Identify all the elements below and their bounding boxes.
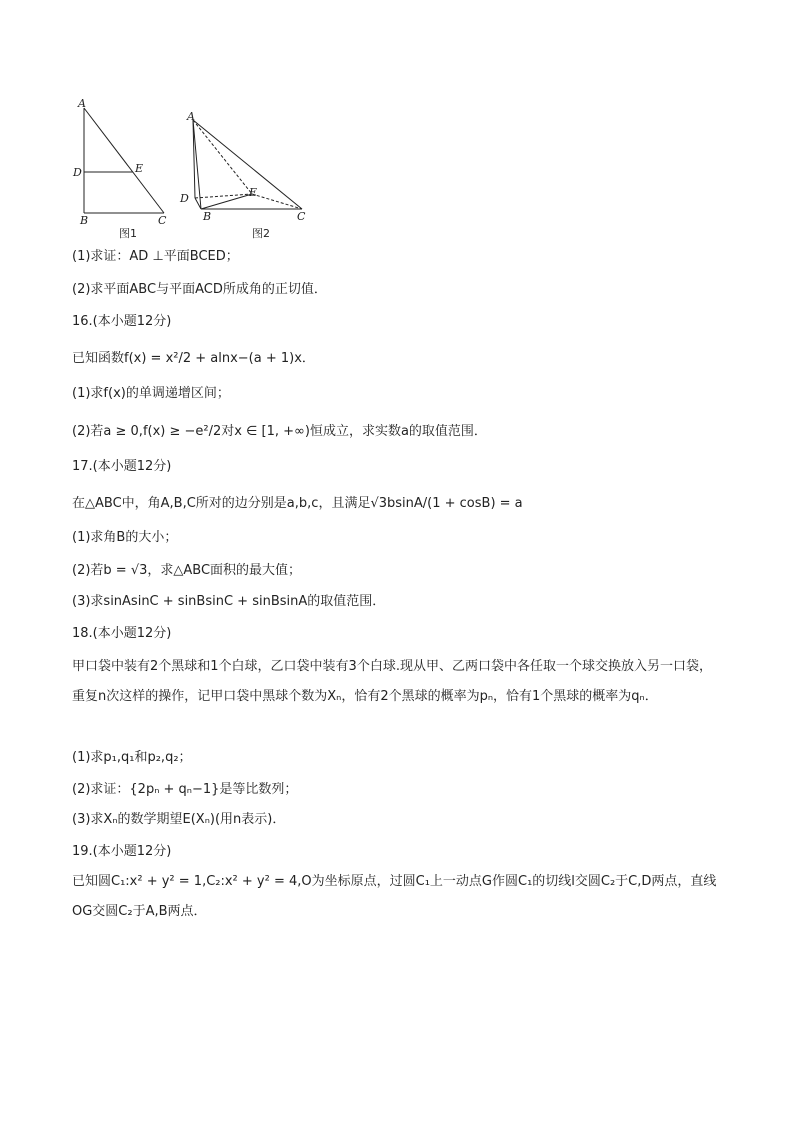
fig2-caption: 图2 <box>252 227 270 240</box>
geometry-figures <box>66 92 326 242</box>
q16-header: 16.(本小题12分) <box>72 314 172 329</box>
fig2-label-e: E <box>249 186 258 199</box>
q17-header: 17.(本小题12分) <box>72 459 172 474</box>
fig1-label-a: A <box>78 97 86 110</box>
fig1-caption: 图1 <box>119 227 137 240</box>
fig2-label-c: C <box>297 210 306 223</box>
fig2-edge-ec <box>252 194 302 209</box>
q17-part3: (3)求sinAsinC + sinBsinC + sinBsinA的取值范围． <box>72 594 386 609</box>
figure-1 <box>84 108 164 213</box>
figure-2 <box>193 120 302 209</box>
figure-1-and-2 <box>66 92 326 242</box>
fig1-label-b: B <box>80 214 89 227</box>
q18-part1: (1)求p₁,q₁和p₂,q₂； <box>72 750 192 765</box>
fig2-label-d: D <box>180 192 189 205</box>
q19-stem: 已知圆C₁:x² + y² = 1,C₂:x² + y² = 4,O为坐标原点，过圆C₁上一动点G作圆C₁的切线l交圆C₂于C,D两点，直线OG交圆C₂于A,B两点． <box>72 874 717 919</box>
q16-part2: (2)若a ≥ 0,f(x) ≥ −e²/2对x ∈ [1, +∞)恒成立，求实数a的取值范围． <box>72 424 487 439</box>
q18-header: 18.(本小题12分) <box>72 626 172 641</box>
fig1-edge-ac <box>84 108 164 213</box>
q18-stem: 甲口袋中装有2个黑球和1个白球，乙口袋中装有3个白球.现从甲、乙两口袋中各任取一个球交换放入另一口袋，重复n次这样的操作，记甲口袋中黑球个数为Xₙ，恰有2个黑球的概率为pₙ，恰有1个黑球的概率为qₙ． <box>72 659 712 704</box>
fig1-label-d: D <box>73 166 82 179</box>
q15-part2: (2)求平面ABC与平面ACD所成角的正切值． <box>72 282 327 297</box>
fig1-label-e: E <box>135 162 144 175</box>
fig2-label-b: B <box>203 210 212 223</box>
q16-part1: (1)求f(x)的单调递增区间； <box>72 386 230 401</box>
fig2-edge-ae <box>193 120 252 194</box>
fig2-label-a: A <box>187 110 195 123</box>
q17-stem: 在△ABC中，角A,B,C所对的边分别是a,b,c，且满足√3bsinA/(1 + cosB) = a <box>72 496 523 511</box>
q19-header: 19.(本小题12分) <box>72 844 172 859</box>
q18-part2: (2)求证：{2pₙ + qₙ−1}是等比数列； <box>72 782 298 797</box>
fig1-label-c: C <box>158 214 167 227</box>
q17-part2: (2)若b = √3，求△ABC面积的最大值； <box>72 563 302 578</box>
q17-part1: (1)求角B的大小； <box>72 530 178 545</box>
q15-part1: (1)求证：AD ⊥平面BCED； <box>72 249 239 264</box>
q16-stem: 已知函数f(x) = x²/2 + alnx−(a + 1)x． <box>72 351 315 366</box>
q18-part3: (3)求Xₙ的数学期望E(Xₙ)(用n表示)． <box>72 812 286 827</box>
